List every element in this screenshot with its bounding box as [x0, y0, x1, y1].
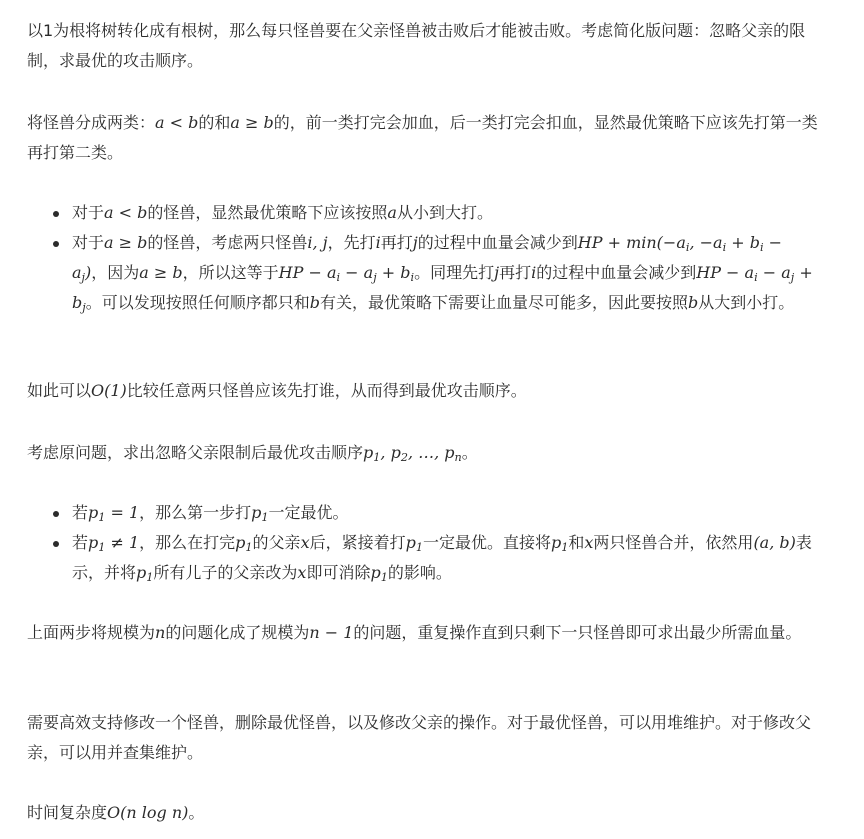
math-hp-expression: HP − $a_i - a_j + b_i$: [278, 263, 415, 285]
list-item: 若$p_1 = 1$，那么第一步打$p_1$一定最优。: [50, 498, 820, 528]
math-sequence: $p_1$, $p_2$, …, $p_n$: [363, 443, 462, 465]
math-o1: O(1): [91, 381, 127, 400]
paragraph-rooted-tree: 以1为根将树转化成有根树，那么每只怪兽要在父亲怪兽被击败后才能被击败。考虑简化版问题：忽略父亲的限制，求最优的攻击顺序。: [27, 21, 806, 70]
paragraph-original-problem: 考虑原问题，求出忽略父亲限制后最优攻击顺序$p_1$, $p_2$, …, $p_n$。: [27, 443, 478, 465]
list-item: 若$p_1 \ne 1$，那么在打完$p_1$的父亲x后，紧接着打$p_1$一定最优。直接将$p_1$和x两只怪兽合并，依然用(a, b)表示，并将$p_1$所有儿子的父亲改为x即可消除$p_1$的影响。: [50, 528, 820, 588]
math-a-ge-b: a ≥ b: [230, 113, 274, 132]
list-item: 对于a < b的怪兽，显然最优策略下应该按照a从小到大打。: [50, 198, 820, 228]
paragraph-complexity: 时间复杂度O(n log n)。: [27, 803, 205, 822]
merge-list: [50, 498, 820, 588]
paragraph-data-structures: 需要高效支持修改一个怪兽，删除最优怪兽，以及修改父亲的操作。对于最优怪兽，可以用堆维护。对于修改父亲，可以用并查集维护。: [27, 713, 812, 762]
math-hp-expression-2: HP − $a_i - a_j + b_j$: [72, 263, 813, 315]
list-item: 对于a ≥ b的怪兽，考虑两只怪兽i, j，先打i再打j的过程中血量会减少到HP + $\min(-a_i$, $-a_i + b_i - a_j$)，因为a ≥ b，所以这等于HP − $a_i - a_j + b_i$。同理先打j再打i的过程中血量会减少到HP − $a_i - a_j + b_j$。可以发现按照任何顺序都只和b有关，最优策略下需要让血量尽可能多，因此要按照b从大到小打。: [50, 228, 820, 318]
strategy-list: [50, 198, 820, 318]
paragraph-compare: 如此可以O(1)比较任意两只怪兽应该先打谁，从而得到最优攻击顺序。: [27, 381, 527, 400]
math-a-lt-b: a < b: [155, 113, 199, 132]
math-min-expression: HP + $\min(-a_i$, $-a_i + b_i - a_j$): [72, 233, 783, 285]
math-complexity: O(n log n): [107, 803, 189, 822]
paragraph-reduction: 上面两步将规模为n的问题化成了规模为n − 1的问题，重复操作直到只剩下一只怪兽即可求出最少所需血量。: [27, 623, 802, 642]
paragraph-two-classes: 将怪兽分成两类：a < b的和a ≥ b的，前一类打完会加血，后一类打完会扣血，显然最优策略下应该先打第一类再打第二类。: [27, 113, 818, 162]
